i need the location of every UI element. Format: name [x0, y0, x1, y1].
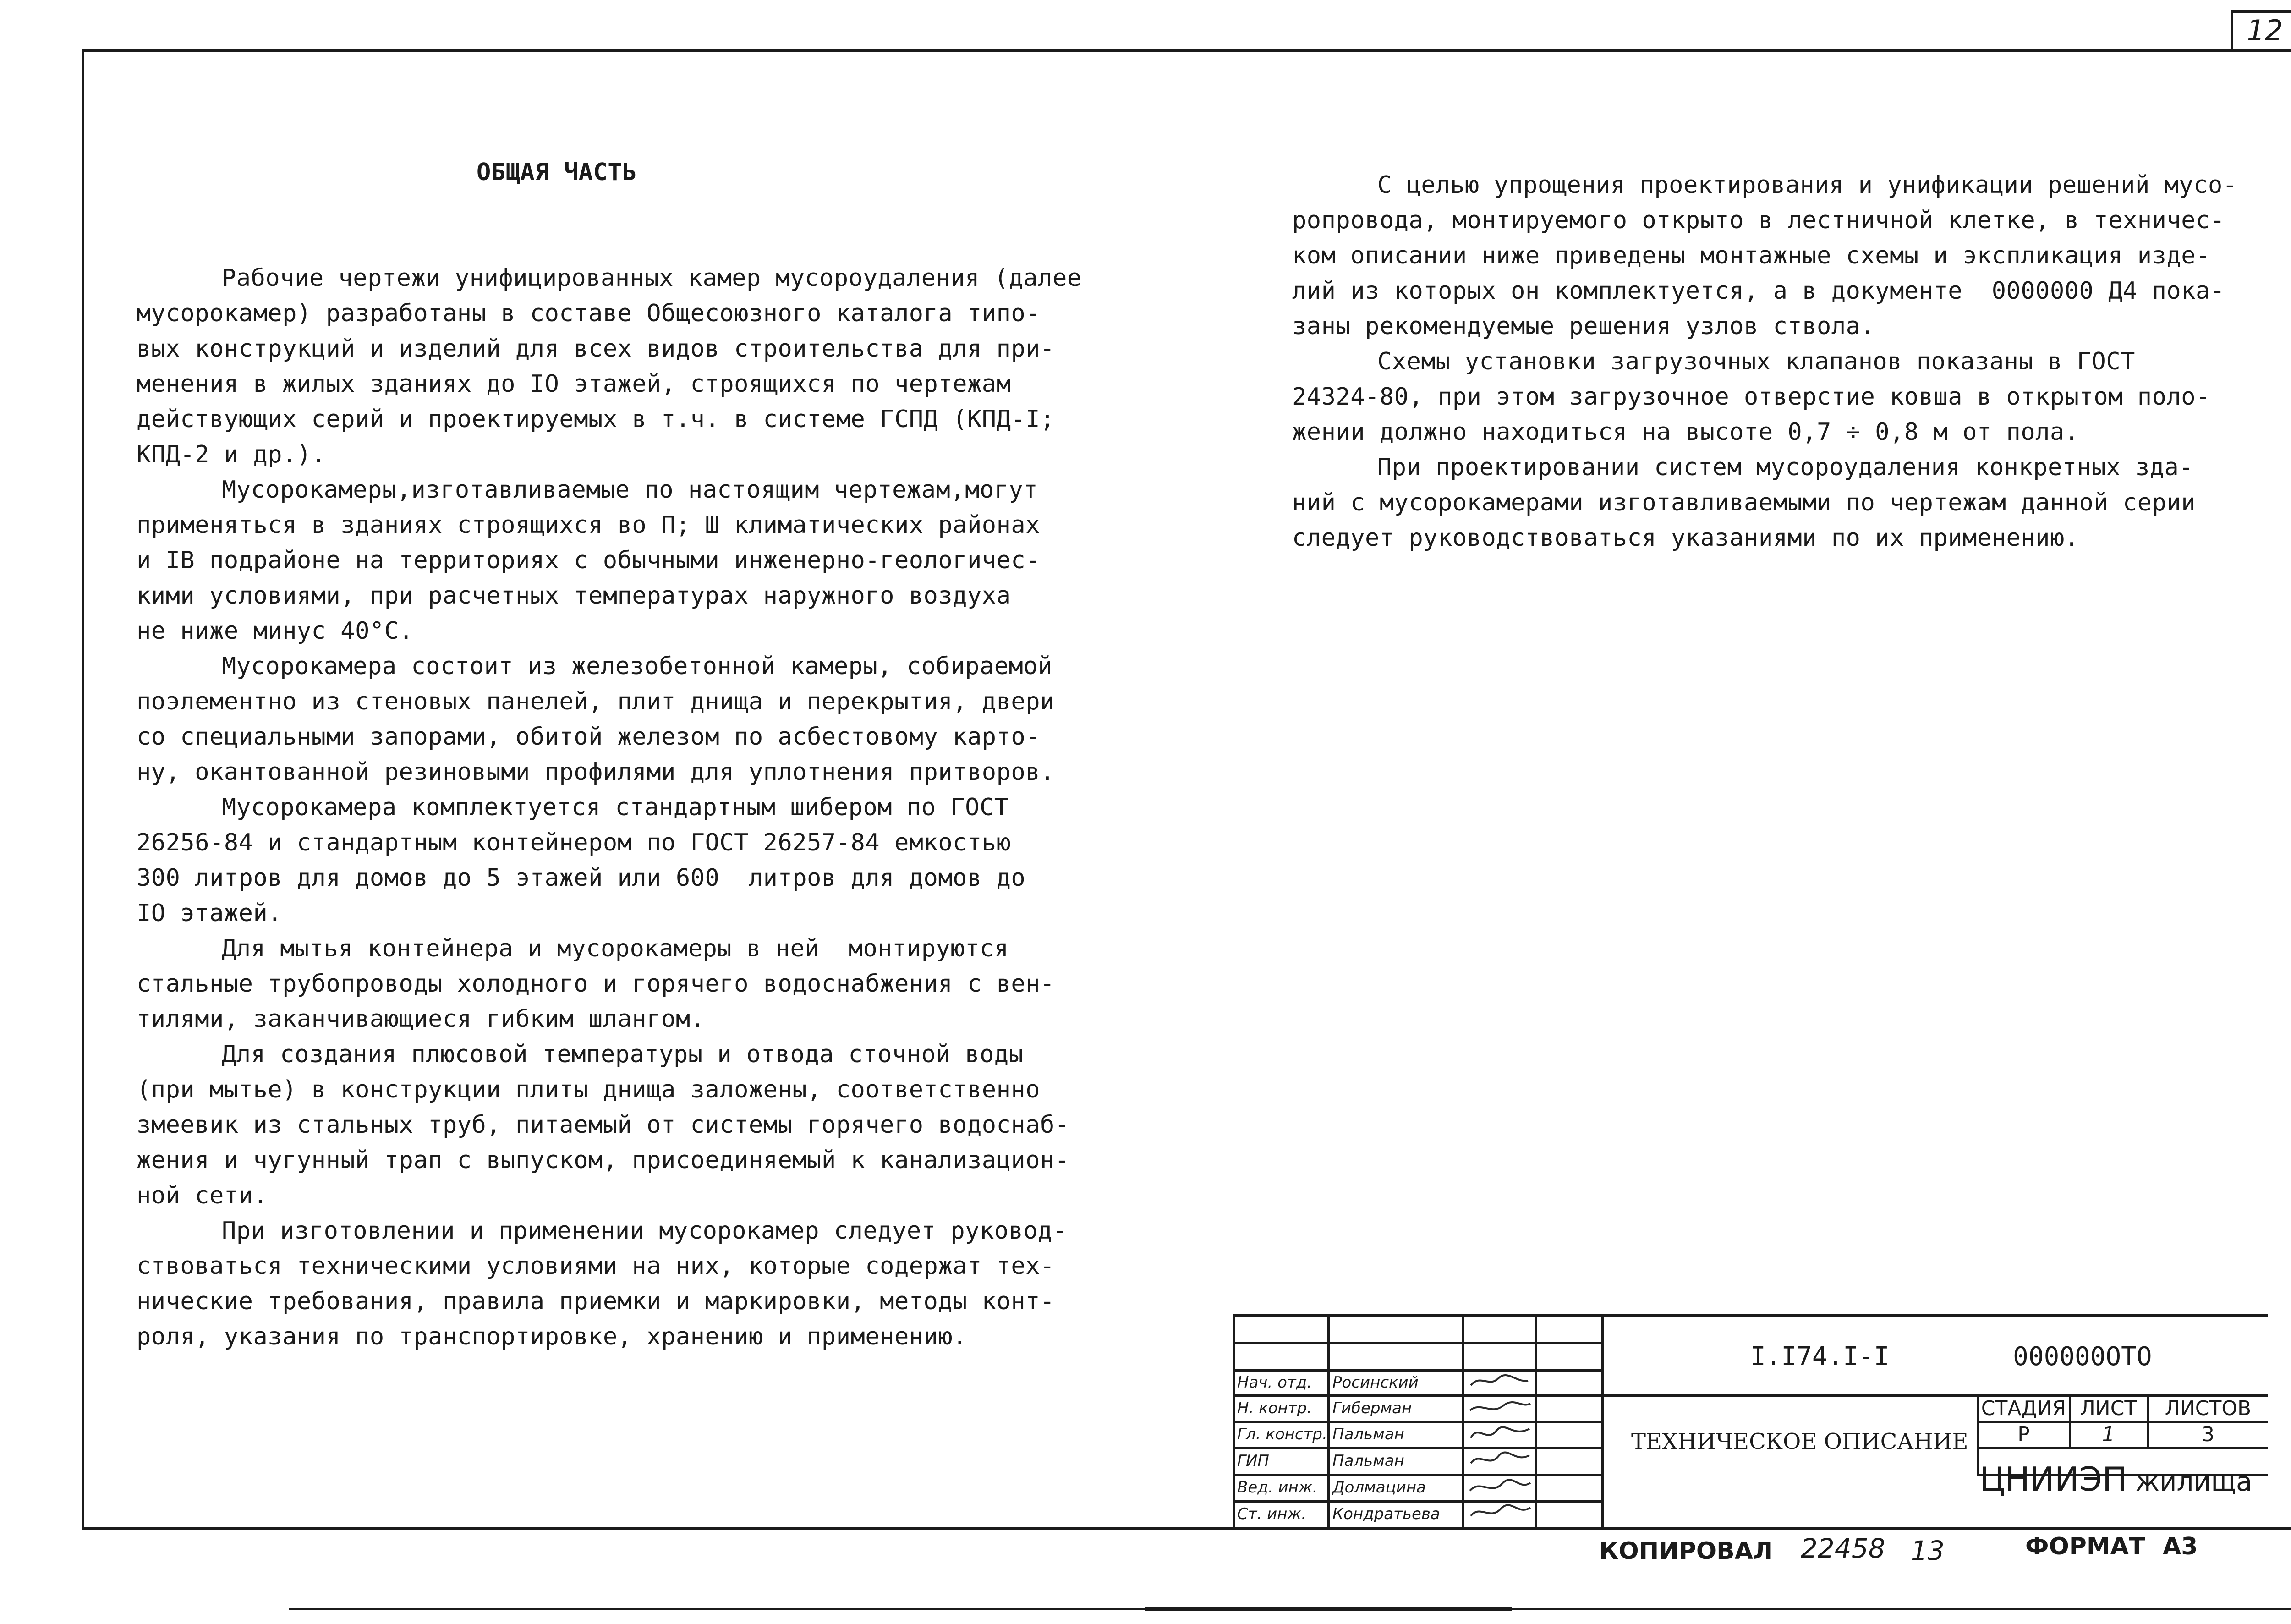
stamp-name: Пальман: [1332, 1452, 1404, 1470]
text-line: Рабочие чертежи унифицированных камер мусороудаления (далее: [222, 264, 1082, 292]
text-line: IO этажей.: [137, 900, 283, 927]
text-line: 24324-80, при этом загрузочное отверстие ковша в открытом поло-: [1292, 383, 2210, 411]
signature-stroke: [1471, 1427, 1529, 1438]
text-line: ной сети.: [137, 1182, 268, 1209]
format-label: ФОРМАТ: [2025, 1533, 2145, 1560]
copy-sheet: 13: [1911, 1535, 1945, 1566]
format-value: А3: [2163, 1533, 2198, 1560]
stamp-name: Пальман: [1332, 1425, 1404, 1443]
text-line: С целью упрощения проектирования и унификации решений мусо-: [1377, 171, 2237, 199]
left-column-lines: [137, 261, 1082, 1355]
right-column: [1292, 97, 2237, 591]
text-line: тилями, заканчивающиеся гибким шлангом.: [137, 1005, 705, 1033]
stamp-position: Вед. инж.: [1237, 1478, 1318, 1497]
sheet-value: 1: [2102, 1423, 2115, 1446]
text-line: применяться в зданиях строящихся во П; Ш климатических районах: [137, 511, 1041, 539]
stamp-col-rule: [1233, 1314, 1235, 1530]
text-line: Для создания плюсовой температуры и отвода сточной воды: [222, 1041, 1024, 1068]
stamp-col-rule: [1462, 1314, 1464, 1530]
stamp-position: Нач. отд.: [1237, 1373, 1312, 1392]
stage-header: СТАДИЯ: [1981, 1397, 2066, 1420]
organization: [1979, 1460, 2253, 1498]
signature-stroke: [1470, 1402, 1530, 1410]
document-codes: [1750, 1342, 2152, 1372]
text-line: не ниже минус 40°С.: [137, 617, 414, 645]
text-line: мусорокамер) разработаны в составе Общесоюзного каталога типо-: [137, 300, 1041, 327]
document-title: ТЕХНИЧЕСКОЕ ОПИСАНИЕ: [1631, 1429, 1968, 1454]
text-line: действующих серий и проектируемых в т.ч. в системе ГСПД (КПД-I;: [137, 406, 1055, 433]
signature-stroke: [1471, 1375, 1528, 1385]
stamp-name: Гиберман: [1332, 1399, 1412, 1417]
title-block: [1233, 1314, 2268, 1530]
organization-name: ЦНИИЭП: [1979, 1460, 2127, 1498]
stamp-position: Гл. констр.: [1237, 1425, 1327, 1443]
text-line: и IВ подрайоне на территориях с обычными инженерно-геологичес-: [137, 547, 1041, 574]
text-line: заны рекомендуемые решения узлов ствола.: [1292, 313, 1875, 340]
text-line: ропровода, монтируемого открыто в лестничной клетке, в техничес-: [1292, 207, 2225, 234]
text-line: При проектировании систем мусороудаления конкретных зда-: [1377, 454, 2194, 481]
text-line: со специальными запорами, обитой железом по асбестовому карто-: [137, 723, 1041, 751]
text-line: поэлементно из стеновых панелей, плит днища и перекрытия, двери: [137, 688, 1055, 715]
text-line: Схемы установки загрузочных клапанов показаны в ГОСТ: [1377, 348, 2135, 375]
text-line: Мусорокамеры,изготавливаемые по настоящим чертежам,могут: [222, 476, 1038, 504]
text-line: кими условиями, при расчетных температурах наружного воздуха: [137, 582, 1011, 609]
stamp-rule: [1233, 1447, 1601, 1449]
text-line: Мусорокамера комплектуется стандартным шибером по ГОСТ: [222, 794, 1009, 821]
stamp-col-rule: [1535, 1314, 1537, 1530]
stamp-name: Росинский: [1332, 1373, 1419, 1392]
stamp-position: Ст. инж.: [1237, 1505, 1306, 1523]
left-column: [137, 84, 1082, 1390]
stamp-rule: [1233, 1342, 1601, 1344]
stamp-top-rule: [1233, 1314, 2268, 1317]
text-line: КПД-2 и др.).: [137, 441, 326, 468]
text-line: жении должно находиться на высоте 0,7 ÷ 0,8 м от пола.: [1292, 418, 2079, 446]
copy-number: 22458: [1801, 1533, 1885, 1564]
stage-value: Р: [2017, 1423, 2030, 1446]
text-line: менения в жилых зданиях до IO этажей, строящихся по чертежам: [137, 370, 1011, 398]
sheets-header: ЛИСТОВ: [2165, 1397, 2252, 1420]
signature-stroke: [1471, 1505, 1530, 1516]
text-line: ну, окантованной резиновыми профилями для уплотнения притворов.: [137, 758, 1055, 786]
text-line: лий из которых он комплектуется, а в документе 0000000 Д4 пока-: [1292, 277, 2225, 305]
stamp-position: Н. контр.: [1237, 1399, 1312, 1417]
page-number: 12: [2231, 10, 2291, 49]
text-line: роля, указания по транспортировке, хранению и применению.: [137, 1323, 967, 1350]
stamp-position: ГИП: [1237, 1452, 1269, 1470]
text-line: ний с мусорокамерами изготавливаемыми по чертежам данной серии: [1292, 489, 2196, 516]
signatures: [1466, 1369, 1533, 1527]
text-line: ком описании ниже приведены монтажные схемы и экспликация изде-: [1292, 242, 2210, 269]
stamp-name: Долмацина: [1332, 1478, 1426, 1497]
section-heading: ОБЩАЯ ЧАСТЬ: [477, 159, 637, 186]
sheet-header: ЛИСТ: [2080, 1397, 2137, 1420]
sheets-value: 3: [2202, 1423, 2214, 1446]
document-code: 000000ОТО: [2013, 1342, 2152, 1372]
signature-stroke: [1470, 1480, 1530, 1491]
text-line: При изготовлении и применении мусорокамер следует руковод-: [222, 1217, 1067, 1245]
stamp-name: Кондратьева: [1332, 1505, 1440, 1523]
text-line: 26256-84 и стандартным контейнером по ГОСТ 26257-84 емкостью: [137, 829, 1011, 856]
text-line: (при мытье) в конструкции плиты днища заложены, соответственно: [137, 1076, 1041, 1103]
stamp-col-rule: [1327, 1314, 1330, 1530]
bottom-rule-mark: [1146, 1607, 1512, 1611]
series-code: I.I74.I-I: [1750, 1342, 1890, 1372]
text-line: ствоваться техническими условиями на них, которые содержат тех-: [137, 1252, 1055, 1280]
organization-suffix: жилища: [2135, 1466, 2253, 1497]
text-line: жения и чугунный трап с выпуском, присоединяемый к канализацион-: [137, 1147, 1069, 1174]
stamp-col-rule: [1601, 1314, 1604, 1530]
copied-label: КОПИРОВАЛ: [1599, 1537, 1773, 1565]
signature-stroke: [1471, 1453, 1529, 1463]
text-line: Мусорокамера состоит из железобетонной камеры, собираемой: [222, 653, 1052, 680]
text-line: 300 литров для домов до 5 этажей или 600 литров для домов до: [137, 864, 1026, 892]
text-line: стальные трубопроводы холодного и горячего водоснабжения с вен-: [137, 970, 1055, 998]
text-line: Для мытья контейнера и мусорокамеры в ней монтируются: [222, 935, 1009, 962]
right-column-lines: [1292, 168, 2237, 556]
text-line: вых конструкций и изделий для всех видов строительства для при-: [137, 335, 1055, 362]
text-line: нические требования, правила приемки и маркировки, методы конт-: [137, 1288, 1055, 1315]
text-line: змеевик из стальных труб, питаемый от системы горячего водоснаб-: [137, 1111, 1069, 1139]
text-line: следует руководствоваться указаниями по их применению.: [1292, 524, 2079, 552]
